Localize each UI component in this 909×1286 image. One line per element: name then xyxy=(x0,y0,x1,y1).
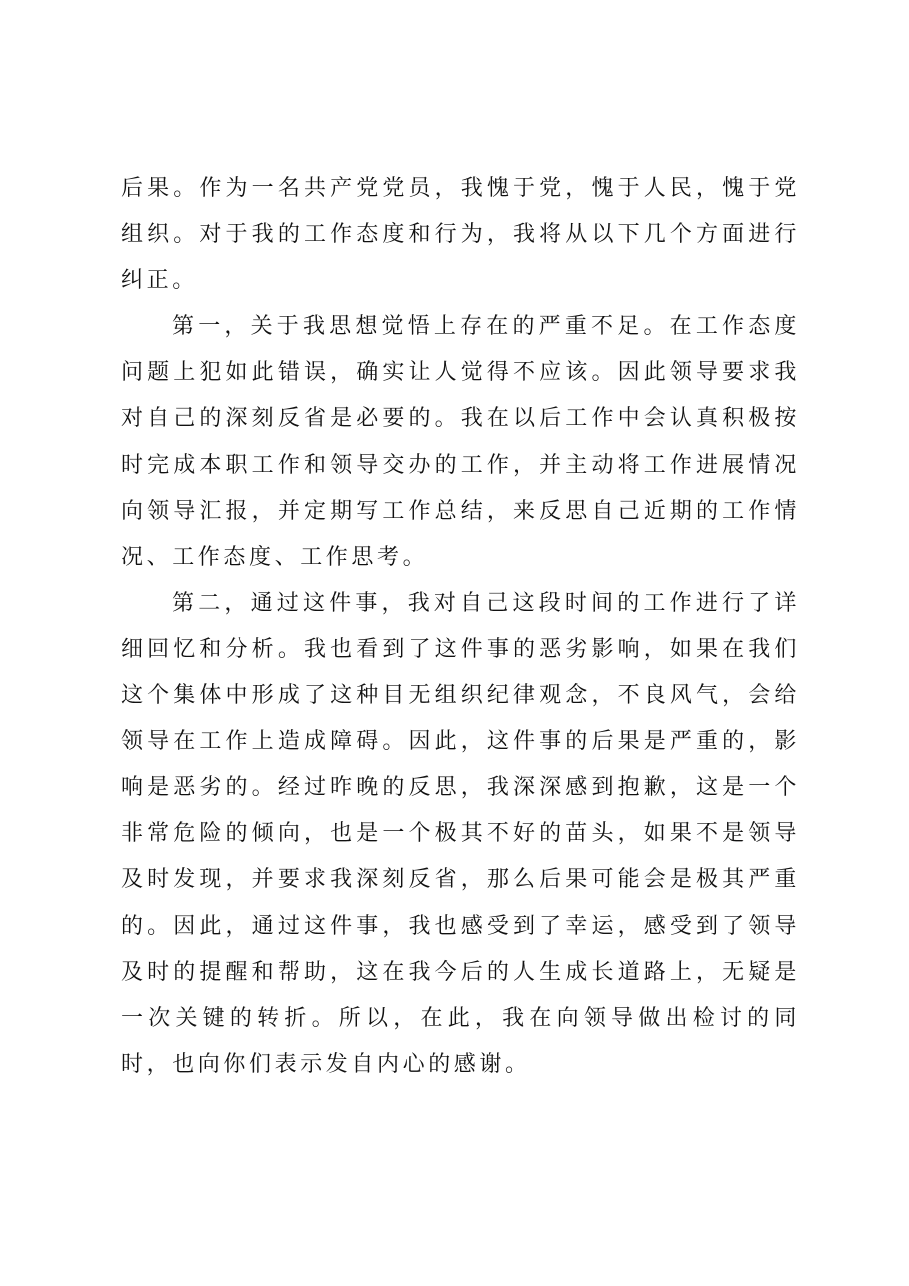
paragraph-continuation: 后果。作为一名共产党党员，我愧于党，愧于人民，愧于党组织。对于我的工作态度和行为，我将从以下几个方面进行纠正。 xyxy=(121,176,800,294)
document-body xyxy=(121,166,800,1088)
paragraph-second-point: 第二，通过这件事，我对自己这段时间的工作进行了详细回忆和分析。我也看到了这件事的恶劣影响，如果在我们这个集体中形成了这种目无组织纪律观念，不良风气，会给领导在工作上造成障碍。因此，这件事的后果是严重的，影响是恶劣的。经过昨晚的反思，我深深感到抱歉，这是一个非常危险的倾向，也是一个极其不好的苗头，如果不是领导及时发现，并要求我深刻反省，那么后果可能会是极其严重的。因此，通过这件事，我也感受到了幸运，感受到了领导及时的提醒和帮助，这在我今后的人生成长道路上，无疑是一次关键的转折。所以，在此，我在向领导做出检讨的同时，也向你们表示发自内心的感谢。 xyxy=(121,590,800,1077)
paragraph-first-point: 第一，关于我思想觉悟上存在的严重不足。在工作态度问题上犯如此错误，确实让人觉得不应该。因此领导要求我对自己的深刻反省是必要的。我在以后工作中会认真积极按时完成本职工作和领导交办的工作，并主动将工作进展情况向领导汇报，并定期写工作总结，来反思自己近期的工作情况、工作态度、工作思考。 xyxy=(121,314,800,570)
